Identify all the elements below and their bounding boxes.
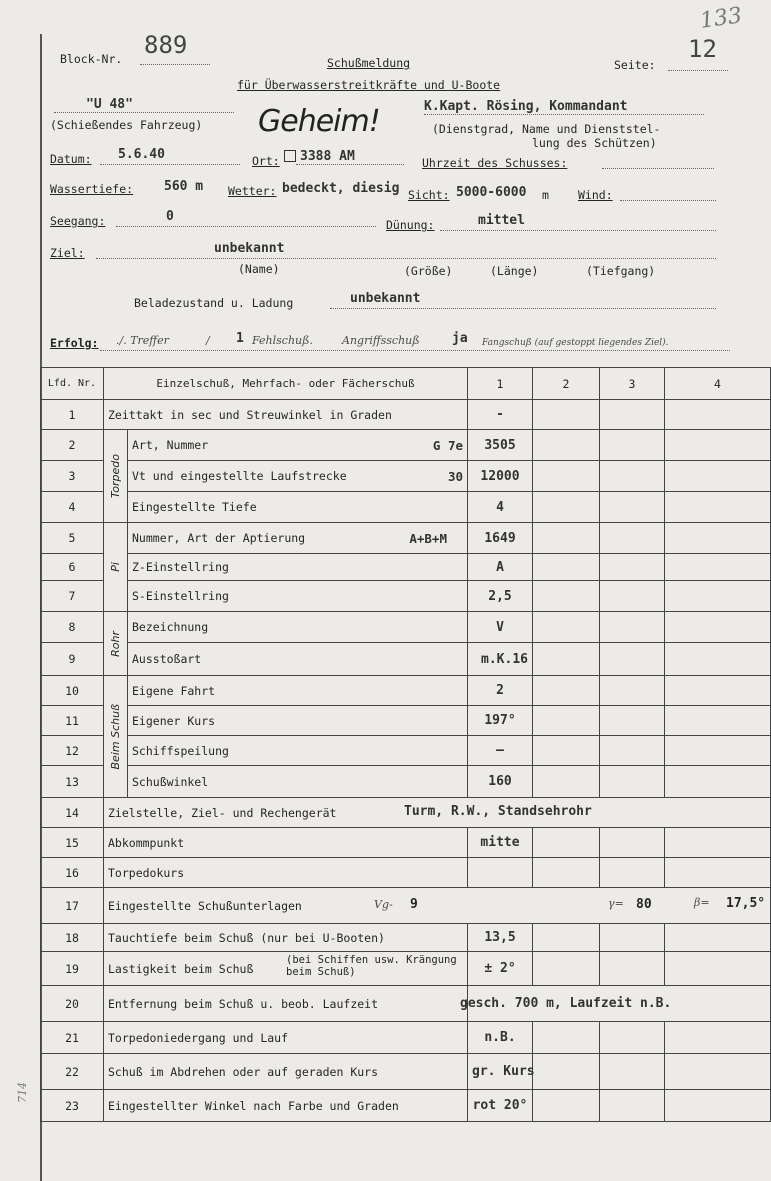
row-label: Entfernung beim Schuß u. beob. Laufzeit: [104, 986, 468, 1022]
sea-value: 0: [166, 209, 174, 224]
row-extra: A+B+M: [409, 530, 447, 546]
table-row: [41, 581, 771, 612]
table-row: [41, 858, 771, 888]
form-title: Schußmeldung: [327, 56, 411, 70]
row-value-1: 2,5: [468, 581, 533, 612]
table-row: [41, 952, 771, 986]
commander-label-2: lung des Schützen): [532, 136, 657, 150]
corner-stamp: 133: [698, 3, 744, 34]
row-nr: 21: [41, 1022, 104, 1054]
row-value-1: -: [468, 400, 533, 430]
row-value-1: ± 2°: [468, 952, 533, 986]
row17-gamma-value: 80: [636, 897, 652, 912]
date-dots: [100, 164, 240, 165]
swell-label: Dünung:: [386, 218, 435, 232]
page-dots: [668, 70, 728, 71]
table-row: [41, 798, 771, 828]
table-row: [41, 706, 771, 736]
commander-value: K.Kapt. Rösing, Kommandant: [424, 99, 628, 114]
place-dots: [296, 164, 404, 165]
row-label: Abkommpunkt: [104, 828, 468, 858]
target-dots: [96, 258, 716, 259]
row-label: Bezeichnung: [128, 612, 468, 643]
depth-label: Wassertiefe:: [50, 182, 134, 196]
weather-value: bedeckt, diesig: [282, 181, 400, 196]
row-value-1: 160: [468, 766, 533, 798]
block-dots: [140, 64, 210, 65]
row-label: Eingestellte Schußunterlagen: [108, 898, 302, 913]
table-row: [41, 461, 771, 492]
vessel-value: "U 48": [86, 97, 133, 112]
date-label: Datum:: [50, 152, 92, 166]
row17-beta-label: β=: [694, 896, 710, 909]
table-row: [41, 1054, 771, 1090]
group-pi: Pi: [104, 523, 128, 612]
load-value: unbekannt: [350, 291, 421, 306]
row-extra: G 7e: [432, 437, 463, 453]
page-label: Seite:: [614, 58, 656, 72]
table-row: [41, 1090, 771, 1122]
target-label: Ziel:: [50, 246, 85, 260]
shot-report-page: Block-Nr. 889 Schußmeldung für Überwasserstreitkräfte und U-Boote Seite: 12 133 "U 48" (Schießendes Fahrzeug) Geheim! K.Kapt. Rösing, Kommandant (Dienstgrad, Name und Dienststel- lung des Schützen) Datum: 5.6.40 Ort: 3388 AM Uhrzeit des Schusses: Wassertiefe: 560 m Wetter: bedeckt, diesig Sicht: 5000-6000 m Wind: Seegang: 0 Dünung: mittel Ziel: unbekannt (Name) (Größe) (Länge) (Tiefgang) Beladezustand u. Ladung unbekannt Erfolg: ./. Treffer / 1 Fehlschuß. Angriffsschuß ja Fangschuß (auf gestoppt liegendes Ziel). Lfd. Nr. Einzelschuß, Mehrfach- oder Fächerschuß 1 2 3 4 1 Zeittakt in sec und Streuwinkel in Graden - 2 Torpedo Art, Nummer G 7e 3505 3 Vt und eingestellte Laufstrecke 30 12000 4 Eingestellte Tiefe 4 5 Pi Nummer, Art der Aptierung A+B+M 1649 6 Z-Einstellring A 7 S-Einstellring 2,5 8 Rohr Bezeichnung V 9 Ausstoßart m.K.16 10 Beim Schuß Eigene Fahrt 2 11 Eigener Kurs 197° 12 Schiffspeilung – 13 Schußwinkel 160 14 Zielstelle, Ziel- und Rechengerät Turm, R.W., Standsehrohr 15 Abkommpunkt mitte 16 Torpedokurs 17 Eingestellte Schußunterlagen Vg- 9 γ= 80 β= 17,5° 18 Tauchtiefe beim Schuß (nur bei U-Booten) 13,5 19 Lastigkeit beim Schuß (bei Schiffen usw. Krängung beim Schuß) ± 2° 20 Entfernung beim Schuß u. beob. Laufzeit gesch. 700 m, Laufzeit n.B. 21 Torpedoniedergang und Lauf n.B. 22 Schuß im Abdrehen oder auf geraden Kurs gr. Kurs 23 Eingestellter Winkel nach Farbe und Graden rot 20° 714: [0, 0, 760, 1181]
row-value-1: 13,5: [468, 924, 533, 952]
result-attack-value: ja: [452, 331, 468, 346]
vessel-dots: [54, 112, 234, 113]
row17-gamma-label: γ=: [608, 897, 624, 910]
row-value-1: rot 20°: [468, 1090, 533, 1122]
row-nr: 2: [41, 430, 104, 461]
row-nr: 16: [41, 858, 104, 888]
row-nr: 23: [41, 1090, 104, 1122]
header-col-4: 4: [665, 368, 771, 400]
row-label: Torpedoniedergang und Lauf: [104, 1022, 468, 1054]
table-row: [41, 612, 771, 643]
margin-note: 714: [16, 1082, 29, 1103]
row-nr: 8: [41, 612, 104, 643]
row-extra: 30: [447, 468, 463, 484]
row-value-1: 3505: [468, 430, 533, 461]
block-number: 889: [144, 31, 188, 59]
table-row: [41, 554, 771, 581]
row-nr: 9: [41, 643, 104, 676]
sight-unit: m: [542, 188, 549, 202]
load-dots: [330, 308, 716, 309]
header-desc: Einzelschuß, Mehrfach- oder Fächerschuß: [104, 368, 468, 400]
row-value-1: [468, 858, 533, 888]
row-value-1: gr. Kurs: [468, 1054, 533, 1090]
row-nr: 11: [41, 706, 104, 736]
row-label: Art, Nummer: [132, 437, 209, 452]
sea-dots: [116, 226, 376, 227]
table-row: [41, 986, 771, 1022]
table-row: [41, 888, 771, 924]
row-nr: 3: [41, 461, 104, 492]
place-label: Ort:: [252, 154, 280, 168]
table-row: [41, 492, 771, 523]
row17-beta-value: 17,5°: [726, 896, 766, 911]
row-label: Vt und eingestellte Laufstrecke: [132, 468, 347, 483]
row-label: Nummer, Art der Aptierung: [132, 530, 306, 545]
row-nr: 19: [41, 952, 104, 986]
result-miss-label: Fehlschuß.: [252, 334, 313, 347]
place-value: 3388 AM: [300, 149, 355, 164]
result-hits: ./. Treffer: [116, 334, 169, 347]
row-value-1: m.K.16: [468, 643, 533, 676]
table-row: [41, 400, 771, 430]
commander-dots: [424, 114, 704, 115]
table-header-row: [41, 368, 771, 400]
sight-value: 5000-6000: [456, 185, 527, 200]
row-nr: 22: [41, 1054, 104, 1090]
row-nr: 15: [41, 828, 104, 858]
result-attack-label: Angriffsschuß: [342, 334, 420, 347]
row-label: Tauchtiefe beim Schuß (nur bei U-Booten): [104, 924, 468, 952]
row-label: Lastigkeit beim Schuß: [108, 961, 254, 976]
target-name-label: (Name): [238, 262, 280, 276]
block-label: Block-Nr.: [60, 52, 123, 66]
row-value-1: n.B.: [468, 1022, 533, 1054]
row-label: S-Einstellring: [128, 581, 468, 612]
grid-square-icon: [284, 150, 296, 162]
group-rohr: Rohr: [104, 612, 128, 676]
row-value-1: 4: [468, 492, 533, 523]
time-dots: [602, 168, 714, 169]
row-label: Schußwinkel: [128, 766, 468, 798]
header-col-3: 3: [600, 368, 665, 400]
row14-value: Turm, R.W., Standsehrohr: [404, 804, 592, 819]
table-row: [41, 924, 771, 952]
row-label: Schiffspeilung: [128, 736, 468, 766]
row-value-1: 12000: [468, 461, 533, 492]
wind-dots: [620, 200, 716, 201]
row-value-1: V: [468, 612, 533, 643]
row-nr: 20: [41, 986, 104, 1022]
row-label: Schuß im Abdrehen oder auf geraden Kurs: [104, 1054, 468, 1090]
row-label: Z-Einstellring: [128, 554, 468, 581]
row-value-1: mitte: [468, 828, 533, 858]
row-value-1: 197°: [468, 706, 533, 736]
table-row: [41, 523, 771, 554]
row-nr: 17: [41, 888, 104, 924]
row-nr: 5: [41, 523, 104, 554]
row-label: Eingestellter Winkel nach Farbe und Graden: [104, 1090, 468, 1122]
row-nr: 14: [41, 798, 104, 828]
table-row: [41, 430, 771, 461]
swell-dots: [440, 230, 716, 231]
row-nr: 7: [41, 581, 104, 612]
target-draft-label: (Tiefgang): [586, 264, 656, 278]
shot-data-table: [40, 367, 771, 1122]
result-label: Erfolg:: [50, 336, 99, 350]
row-nr: 13: [41, 766, 104, 798]
header-nr: Lfd. Nr.: [41, 368, 104, 400]
table-row: [41, 736, 771, 766]
row-value-1: A: [468, 554, 533, 581]
group-beim-schuss: Beim Schuß: [104, 676, 128, 798]
row-label: Zielstelle, Ziel- und Rechengerät: [108, 805, 337, 820]
group-torpedo: Torpedo: [104, 430, 128, 523]
row-label: Torpedokurs: [104, 858, 468, 888]
row-nr: 10: [41, 676, 104, 706]
sea-label: Seegang:: [50, 214, 106, 228]
wind-label: Wind:: [578, 188, 613, 202]
row-nr: 12: [41, 736, 104, 766]
row-label: Zeittakt in sec und Streuwinkel in Graden: [104, 400, 468, 430]
row-label: Eingestellte Tiefe: [128, 492, 468, 523]
row-value-1: –: [468, 736, 533, 766]
row17-vg-value: 9: [410, 897, 418, 912]
target-size-label: (Größe): [404, 264, 453, 278]
table-row: [41, 1022, 771, 1054]
row20-value: gesch. 700 m, Laufzeit n.B.: [460, 996, 672, 1011]
commander-label: (Dienstgrad, Name und Dienststel-: [432, 122, 661, 136]
target-value: unbekannt: [214, 241, 285, 256]
table-row: [41, 766, 771, 798]
secret-stamp: Geheim!: [258, 104, 380, 139]
load-label: Beladezustand u. Ladung: [134, 296, 294, 310]
result-miss-count: 1: [236, 331, 244, 346]
row-label: Ausstoßart: [128, 643, 468, 676]
table-row: [41, 643, 771, 676]
row-nr: 6: [41, 554, 104, 581]
row17-vg-label: Vg-: [374, 898, 393, 911]
page-number: 12: [688, 35, 717, 63]
form-subtitle: für Überwasserstreitkräfte und U-Boote: [237, 78, 501, 92]
depth-value: 560 m: [164, 179, 204, 194]
header-col-2: 2: [533, 368, 600, 400]
row19-note: (bei Schiffen usw. Krängung beim Schuß): [286, 954, 457, 978]
row-label: Eigener Kurs: [128, 706, 468, 736]
row-nr: 18: [41, 924, 104, 952]
date-value: 5.6.40: [118, 147, 165, 162]
result-dots: [100, 350, 730, 351]
row-value-1: 2: [468, 676, 533, 706]
sight-label: Sicht:: [408, 188, 450, 202]
table-row: [41, 828, 771, 858]
result-fang-label: Fangschuß (auf gestoppt liegendes Ziel).: [482, 338, 669, 348]
swell-value: mittel: [478, 213, 525, 228]
row-label: Eigene Fahrt: [128, 676, 468, 706]
target-length-label: (Länge): [490, 264, 539, 278]
row-value-1: 1649: [468, 523, 533, 554]
row-nr: 4: [41, 492, 104, 523]
row-nr: 1: [41, 400, 104, 430]
header-col-1: 1: [468, 368, 533, 400]
vessel-label: (Schießendes Fahrzeug): [50, 118, 203, 132]
weather-label: Wetter:: [228, 184, 277, 198]
time-label: Uhrzeit des Schusses:: [422, 156, 568, 170]
table-row: [41, 676, 771, 706]
